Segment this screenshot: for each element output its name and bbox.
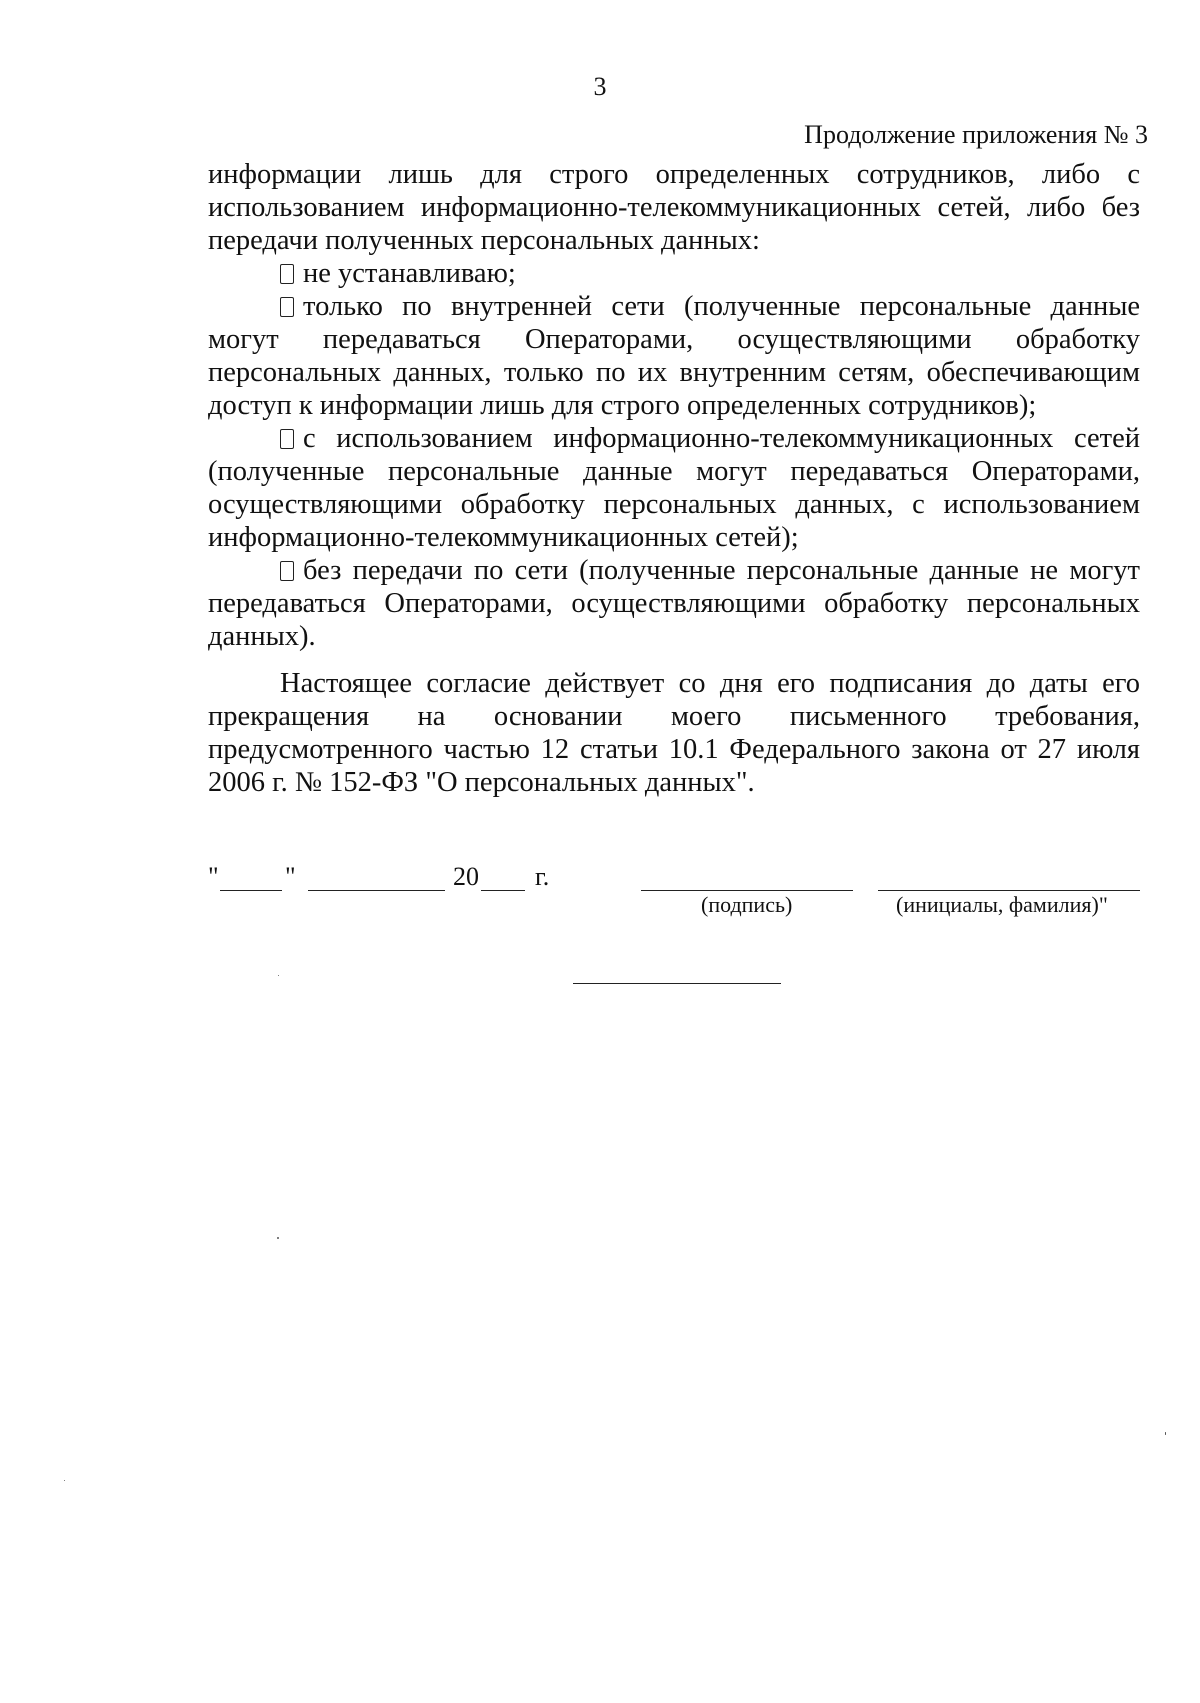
scan-speck: [277, 1237, 279, 1239]
day-blank[interactable]: [220, 890, 282, 891]
appendix-continuation-label: Продолжение приложения № 3: [804, 120, 1148, 149]
year-suffix: г.: [535, 862, 550, 891]
signature-blank[interactable]: [641, 890, 853, 891]
signature-row: [208, 862, 1140, 932]
option-label: только по внутренней сети (полученные персональные данные могут передаваться Операторами, осуществляющими обработку персональных данных, только по их внутренним сетям, обеспечивающим доступ к информации лишь для строго определенных сотрудников);: [208, 291, 1140, 421]
validity-paragraph: Настоящее согласие действует со дня его подписания до даты его прекращения на основании моего письменного требования, предусмотренного частью 12 статьи 10.1 Федерального закона от 27 июля 2006 г. № 152-ФЗ "О персональных данных".: [208, 668, 1140, 798]
year-prefix: 20: [453, 862, 479, 891]
scan-speck: [1165, 1432, 1166, 1435]
option-telecom-networks: [208, 422, 1140, 554]
option-label: без передачи по сети (полученные персональные данные не могут передаваться Операторами, осуществляющими обработку персональных данных).: [208, 555, 1140, 652]
consent-body: [208, 158, 1140, 799]
option-not-set: [208, 257, 1140, 290]
option-label: не устанавливаю;: [303, 258, 516, 289]
option-internal-network: [208, 290, 1140, 422]
scan-speck: [64, 1480, 65, 1481]
closing-rule: [573, 983, 781, 984]
year-blank[interactable]: [481, 890, 525, 891]
date-quote-close: ": [285, 862, 296, 891]
option-no-transfer: [208, 554, 1140, 653]
checkbox-no-transfer[interactable]: [280, 561, 294, 581]
checkbox-telecom-networks[interactable]: [280, 429, 294, 449]
name-caption: (инициалы, фамилия)": [896, 892, 1108, 917]
scan-speck: [278, 975, 279, 976]
checkbox-not-set[interactable]: [280, 264, 294, 284]
month-blank[interactable]: [308, 890, 445, 891]
intro-paragraph: информации лишь для строго определенных сотрудников, либо с использованием информационно-телекоммуникационных сетей, либо без передачи полученных персональных данных:: [208, 159, 1140, 256]
signature-caption: (подпись): [701, 892, 793, 917]
date-quote-open: ": [208, 862, 219, 891]
checkbox-internal-network[interactable]: [280, 297, 294, 317]
page-number: 3: [593, 72, 607, 101]
option-label: с использованием информационно-телекоммуникационных сетей (полученные персональные данные могут передаваться Операторами, осуществляющими обработку персональных данных, с использованием информационно-телекоммуникационных сетей);: [208, 423, 1140, 553]
name-blank[interactable]: [878, 890, 1140, 891]
